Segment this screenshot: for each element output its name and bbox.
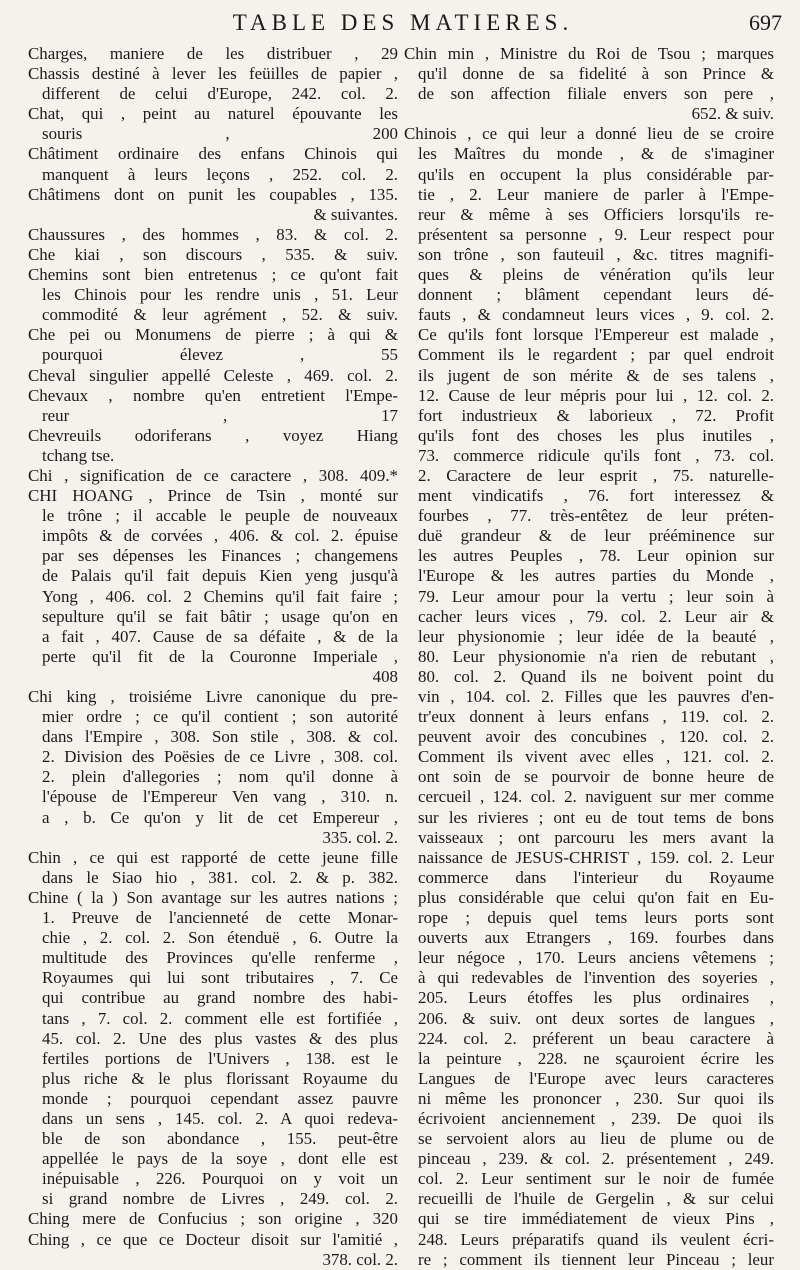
index-line: par ses dépenses les Finances ; changemens <box>42 546 398 566</box>
index-line: pinceau , 239. & col. 2. présentement , 249. <box>418 1149 774 1169</box>
index-line: Chin min , Ministre du Roi de Tsou ; marques <box>404 44 774 63</box>
index-line: tans , 7. col. 2. comment elle est fortifiée , <box>42 1008 398 1028</box>
index-line: cacher leurs vices , 79. col. 2. Leur air & <box>418 606 774 626</box>
index-line: dans un sens , 145. col. 2. A quoi redeva- <box>42 1108 398 1128</box>
index-line: à qui redevables de l'invention des soyeries , <box>418 968 774 988</box>
index-line: Chemins sont bien entretenus ; ce qu'ont fait <box>28 265 398 285</box>
index-line: plus riche & le plus florissant Royaume du <box>42 1068 398 1088</box>
index-line: dans l'Empire , 308. Son stile , 308. & col. <box>42 727 398 747</box>
index-line: qu'ils font des choses les plus inutiles , <box>418 425 774 445</box>
index-line: re ; comment ils tiennent leur Pinceau ; leur <box>418 1249 774 1269</box>
index-line: sur les rivieres ; ont eu de tout tems de bons <box>418 807 774 827</box>
index-line: 335. col. 2. <box>322 827 398 847</box>
page-number: 697 <box>749 10 782 35</box>
index-line: Che kiai , son discours , 535. & suiv. <box>28 244 398 264</box>
index-line: Chine ( la ) Son avantage sur les autres nations ; <box>28 887 398 907</box>
index-line: Châtiment ordinaire des enfans Chinois qui <box>28 144 398 164</box>
index-line: Charges, maniere de les distribuer , 29 <box>28 44 398 63</box>
index-line: 12. Cause de leur mépris pour lui , 12. col. 2. <box>418 385 774 405</box>
index-line: chie , 2. col. 2. Son étenduë , 6. Outre la <box>42 928 398 948</box>
index-line: duë grandeur & de leur prééminence sur <box>418 526 774 546</box>
right-column <box>404 44 774 1270</box>
index-line: 408 <box>372 666 398 686</box>
index-line: Royaumes qui lui sont tributaires , 7. Ce <box>42 968 398 988</box>
index-line: 2. plein d'allegories ; nom qu'il donne à <box>42 767 398 787</box>
index-line: pourquoi élevez , 55 <box>42 345 398 365</box>
index-line: Chinois , ce qui leur a donné lieu de se croire <box>404 124 774 144</box>
index-line: 45. col. 2. Une des plus vastes & des plus <box>42 1028 398 1048</box>
index-line: les Maîtres du monde , & de s'imaginer <box>418 144 774 164</box>
index-line: naissance de JESUS-CHRIST , 159. col. 2. Leur <box>418 847 774 867</box>
index-line: ouverts aux Etrangers , 169. fourbes dans <box>418 928 774 948</box>
index-line: vaisseaux ; ont parcouru les mers avant la <box>418 827 774 847</box>
index-line: ble de son abondance , 155. peut-être <box>42 1129 398 1149</box>
index-line: Ching mere de Confucius ; son origine , 320 <box>28 1209 398 1229</box>
left-column <box>28 44 398 1270</box>
index-line: leur physionomie ; leur idée de la beauté , <box>418 626 774 646</box>
index-line: 73. commerce ridicule qu'ils font , 73. col. <box>418 445 774 465</box>
index-line: 652. & suiv. <box>691 104 774 124</box>
index-line: qu'ils en occupent la plus considérable par- <box>418 164 774 184</box>
index-line: a , b. Ce qu'on y lit de cet Empereur , <box>42 807 398 827</box>
index-line: Châtimens dont on punit les coupables , 135. <box>28 184 398 204</box>
index-line: qu'il donne de sa fidelité à son Prince & <box>418 64 774 84</box>
index-line: qui contribue au grand nombre des habi- <box>42 988 398 1008</box>
index-line: mier ordre ; ce qu'il contient ; son autorité <box>42 707 398 727</box>
index-line: ment vindicatifs , 76. fort interessez & <box>418 486 774 506</box>
index-line: donnent ; blâment cependant leurs dé- <box>418 285 774 305</box>
index-line: le trône ; il accable le peuple de nouveaux <box>42 506 398 526</box>
index-line: vin , 104. col. 2. Filles que les pauvres d'en- <box>418 687 774 706</box>
index-line: Comment ils vivent avec elles , 121. col. 2. <box>418 747 774 767</box>
index-line: Che pei ou Monumens de pierre ; à qui & <box>28 325 398 345</box>
index-line: commodité & leur agrément , 52. & suiv. <box>42 305 398 325</box>
index-line: de Palais qu'il fait depuis Kien yeng jusqu'à <box>42 566 398 586</box>
index-line: Comment ils le regardent ; par quel endroit <box>418 345 774 365</box>
index-line: son trône , son fauteuil , &c. titres magnifi- <box>418 244 774 264</box>
index-line: rope ; depuis quel tems leurs ports sont <box>418 908 774 928</box>
index-line: Chi king , troisiéme Livre canonique du pre- <box>28 687 398 706</box>
index-line: inépuisable , 226. Pourquoi on y voit un <box>42 1169 398 1189</box>
index-line: CHI HOANG , Prince de Tsin , monté sur <box>28 486 398 506</box>
index-line: Chaussures , des hommes , 83. & col. 2. <box>28 224 398 244</box>
index-line: recueilli de l'huile de Gergelin , & sur celui <box>418 1189 774 1209</box>
index-line: monde ; pourquoi cependant assez pauvre <box>42 1088 398 1108</box>
index-line: impôts & de corvées , 406. & col. 2. épuise <box>42 526 398 546</box>
index-line: 80. Leur physionomie n'a rien de rebutant , <box>418 646 774 666</box>
index-line: a fait , 407. Cause de sa défaite , & de la <box>42 626 398 646</box>
index-line: commerce dans l'interieur du Royaume <box>418 867 774 887</box>
index-line: 248. Leurs préparatifs quand ils veulent écri- <box>418 1229 774 1249</box>
index-line: 1. Preuve de l'ancienneté de cette Monar- <box>42 908 398 928</box>
index-line: reur & même à ses Officiers lorsqu'ils re- <box>418 204 774 224</box>
index-line: reur , 17 <box>42 405 398 425</box>
index-line: Cheval singulier appellé Celeste , 469. col. 2. <box>28 365 398 385</box>
index-line: sepulture qu'il se fait bâtir ; usage qu'on en <box>42 606 398 626</box>
index-line: écrivoient anciennement , 239. De quoi ils <box>418 1108 774 1128</box>
index-line: tchang tse. <box>42 445 115 465</box>
index-line: dans le Siao hio , 381. col. 2. & p. 382. <box>42 867 398 887</box>
index-line: de son affection filiale envers son pere , <box>418 84 774 104</box>
index-line: Ce qu'ils font lorsque l'Empereur est malade , <box>418 325 774 345</box>
index-line: tr'eux donnent à leurs enfans , 119. col. 2. <box>418 707 774 727</box>
index-line: Chevreuils odoriferans , voyez Hiang <box>28 425 398 445</box>
index-line: Langues de l'Europe avec leurs caracteres <box>418 1068 774 1088</box>
index-line: 80. col. 2. Quand ils ne boivent point du <box>418 666 774 686</box>
index-line: l'Europe & les autres parties du Monde , <box>418 566 774 586</box>
page-header <box>20 10 786 46</box>
index-line: fertiles portions de l'Univers , 138. est le <box>42 1048 398 1068</box>
index-line: 378. col. 2. <box>322 1249 398 1269</box>
index-line: 79. Leur amour pour la vertu ; leur soin à <box>418 586 774 606</box>
index-line: si grand nombre de Livres , 249. col. 2. <box>42 1189 398 1209</box>
index-line: Chat, qui , peint au naturel épouvante les <box>28 104 398 124</box>
index-line: ques & pleins de vénération qu'ils leur <box>418 265 774 285</box>
index-line: se servoient alors au lieu de plume ou de <box>418 1129 774 1149</box>
index-line: fauts , & condamneut leurs vices , 9. col. 2. <box>418 305 774 325</box>
index-line: 2. Division des Poësies de ce Livre , 308. col. <box>42 747 398 767</box>
index-line: plus considérable que celui qu'on fait en Eu- <box>418 887 774 907</box>
index-line: peuvent avoir des concubines , 120. col. 2. <box>418 727 774 747</box>
index-line: fort industrieux & laborieux , 72. Profit <box>418 405 774 425</box>
running-title: TABLE DES MATIERES. <box>232 10 574 35</box>
index-line: 206. & suiv. ont deux sortes de langues , <box>418 1008 774 1028</box>
index-line: ont soin de se pourvoir de bonne heure de <box>418 767 774 787</box>
index-line: tie , 2. Leur maniere de parler à l'Empe- <box>418 184 774 204</box>
index-line: 205. Leurs étoffes les plus ordinaires , <box>418 988 774 1008</box>
index-line: 224. col. 2. préferent un beau caractere à <box>418 1028 774 1048</box>
index-line: leur négoce , 170. Leurs anciens vêtemens ; <box>418 948 774 968</box>
index-line: la peinture , 228. ne sçauroient écrire les <box>418 1048 774 1068</box>
index-line: Chi , signification de ce caractere , 308. 409.* <box>28 465 398 485</box>
index-line: col. 2. Leur sentiment sur le noir de fumée <box>418 1169 774 1189</box>
index-line: perte qu'il fit de la Couronne Imperiale , <box>42 646 398 666</box>
index-line: manquent à leurs leçons , 252. col. 2. <box>42 164 398 184</box>
index-line: ni même les prononcer , 230. Sur quoi ils <box>418 1088 774 1108</box>
index-line: les Chinois pour les rendre unis , 51. Leur <box>42 285 398 305</box>
index-line: Ching , ce que ce Docteur disoit sur l'amitié , <box>28 1229 398 1249</box>
index-line: fourbes , 77. très-entêtez de leur préten- <box>418 506 774 526</box>
index-line: appellée le pays de la soye , dont elle est <box>42 1149 398 1169</box>
index-line: qui se tire immédiatement de vieux Pins , <box>418 1209 774 1229</box>
index-line: Yong , 406. col. 2 Chemins qu'il fait faire ; <box>42 586 398 606</box>
index-line: Chevaux , nombre qu'en entretient l'Empe- <box>28 385 398 405</box>
index-line: souris , 200 <box>42 124 398 144</box>
index-line: les autres Peuples , 78. Leur opinion sur <box>418 546 774 566</box>
index-line: ils jugent de son mérite & de ses talens , <box>418 365 774 385</box>
index-line: cercueil , 124. col. 2. naviguent sur mer comme <box>418 787 774 807</box>
index-line: different de celui d'Europe, 242. col. 2. <box>42 84 398 104</box>
index-line: l'épouse de l'Empereur Ven vang , 310. n. <box>42 787 398 807</box>
index-line: 2. Caractere de leur esprit , 75. naturelle- <box>418 465 774 485</box>
index-line: & suivantes. <box>313 204 398 224</box>
index-line: présentent sa personne , 9. Leur respect pour <box>418 224 774 244</box>
index-line: Chin , ce qui est rapporté de cette jeune fille <box>28 847 398 867</box>
index-line: Chassis destiné à lever les feüilles de papier , <box>28 64 398 84</box>
index-line: multitude des Provinces qu'elle renferme , <box>42 948 398 968</box>
